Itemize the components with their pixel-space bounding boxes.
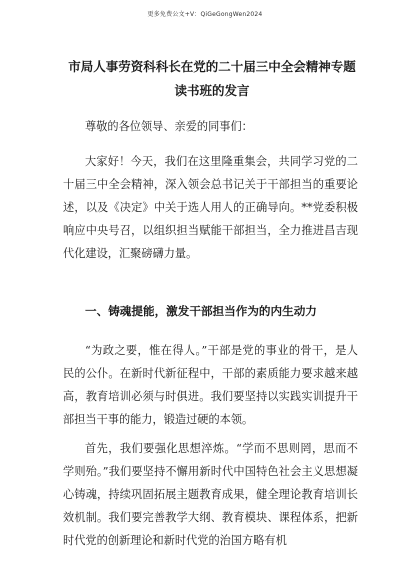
salutation: 尊敬的各位领导、亲爱的同事们： (85, 120, 253, 133)
document-title: 市局人事劳资科科长在党的二十届三中全会精神专题读书班的发言 (68, 59, 356, 98)
header-note: 更多免费公文+V：QiGeGongWen2024 (147, 11, 263, 18)
section-heading: 一、铸魂提能，激发干部担当作为的内生动力 (85, 304, 317, 318)
paragraph-body: 首先，我们要强化思想淬炼。“学而不思则罔，思而不学则殆。”我们要坚持不懈用新时代中国特色社会主义思想凝心铸魂，持续巩固拓展主题教育成果，健全理论教育培训长效机制。我们要完善教学大纲、教育模块、课程体系，把新时代党的创新理论和新时代党的治国方略有机 (63, 442, 358, 547)
paragraph-body: “为政之要，惟在得人。”干部是党的事业的骨干，是人民的公仆。在新时代新征程中，干部的素质能力要求越来越高，教育培训必须与时俱进。我们要坚持以实践实训提升干部担当干事的能力，锻造过硬的本领。 (63, 344, 358, 426)
paragraph-opening: 大家好！今天，我们在这里隆重集会，共同学习党的二十届三中全会精神，深入领会总书记关于干部担当的重要论述，以及《决定》中关于选人用人的正确导向。**党委积极响应中央号召，以组织担当赋能干部担当，全力推进昌吉现代化建设，汇聚磅礴力量。 (63, 155, 358, 260)
